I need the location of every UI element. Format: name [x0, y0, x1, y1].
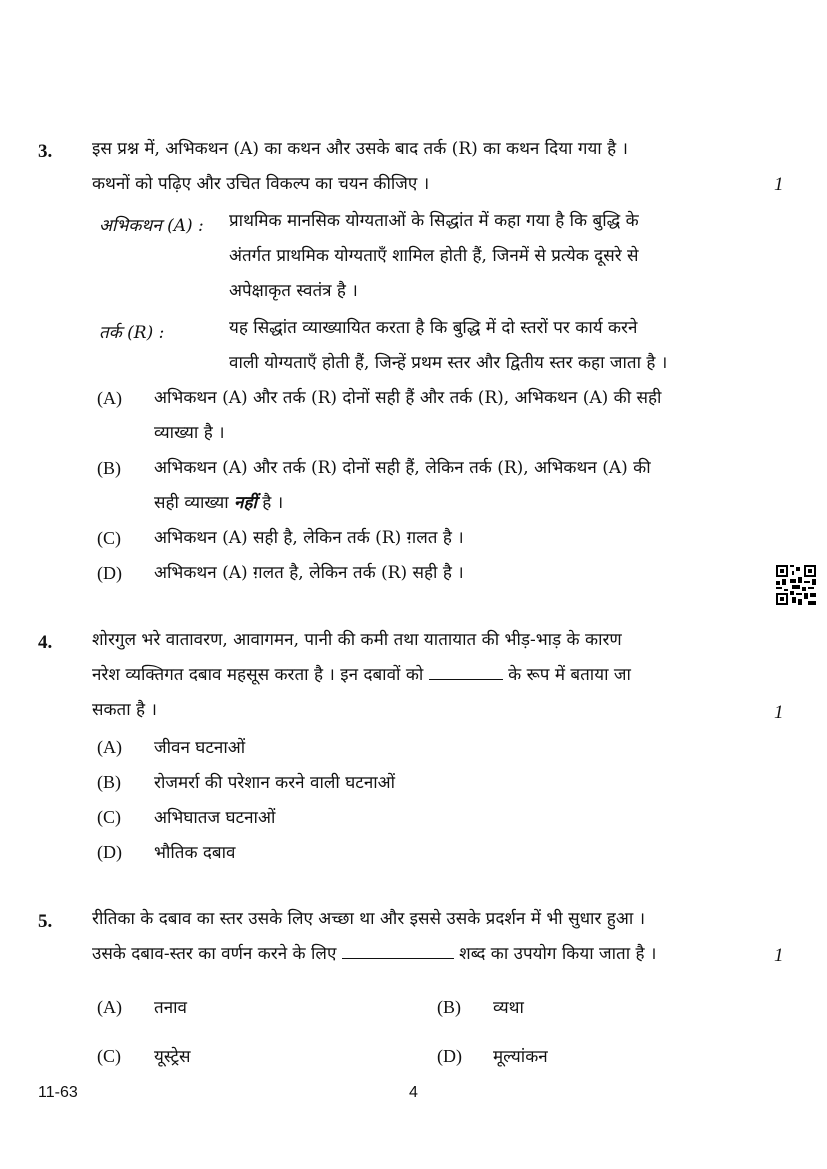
q3-option-c-text: अभिकथन (A) सही है, लेकिन तर्क (R) ग़लत है । [154, 528, 464, 548]
q3-option-b-line-2-post: है । [256, 493, 284, 513]
qr-code-icon [776, 565, 816, 605]
q3-marks: 1 [774, 174, 784, 195]
q5-option-a-label: (A) [97, 997, 122, 1017]
q5-option-b-text: व्यथा [493, 998, 524, 1018]
q3-intro-line-2: कथनों को पढ़िए और उचित विकल्प का चयन कीजिए । [92, 174, 430, 194]
q4-option-c-text: अभिघातज घटनाओं [154, 808, 276, 828]
q5-line-2-post: शब्द का उपयोग किया जाता है । [459, 944, 657, 964]
q5-option-a-text: तनाव [154, 998, 187, 1018]
assertion-label: अभिकथन (A) : [99, 216, 204, 236]
paper-code: 11-63 [38, 1084, 78, 1101]
assertion-line-2: अंतर्गत प्राथमिक योग्यताएँ शामिल होती हैं, जिनमें से प्रत्येक दूसरे से [229, 246, 639, 266]
q4-line-1: शोरगुल भरे वातावरण, आवागमन, पानी की कमी तथा यातायात की भीड़-भाड़ के कारण [92, 630, 622, 650]
q5-blank [342, 940, 454, 959]
q4-option-b-text: रोजमर्रा की परेशान करने वाली घटनाओं [154, 773, 396, 793]
q5-line-1: रीतिका के दबाव का स्तर उसके लिए अच्छा था और इससे उसके प्रदर्शन में भी सुधार हुआ । [92, 909, 646, 929]
q4-option-b-label: (B) [97, 772, 121, 792]
q3-option-d-label: (D) [97, 563, 122, 583]
q4-line-2-pre: नरेश व्यक्तिगत दबाव महसूस करता है । इन दबावों को [92, 665, 424, 685]
q3-option-b-line-2-pre: सही व्याख्या [154, 493, 235, 513]
q5-option-c-text: यूस्ट्रेस [154, 1047, 191, 1067]
q3-intro-line-1: इस प्रश्न में, अभिकथन (A) का कथन और उसके बाद तर्क (R) का कथन दिया गया है । [92, 139, 628, 159]
q3-option-b-label: (B) [97, 458, 121, 478]
q4-marks: 1 [774, 702, 784, 723]
q3-option-b-emphasis: नहीं [234, 493, 257, 513]
q4-option-a-label: (A) [97, 737, 122, 757]
q5-line-2-pre: उसके दबाव-स्तर का वर्णन करने के लिए [92, 944, 337, 964]
assertion-line-1: प्राथमिक मानसिक योग्यताओं के सिद्धांत में कहा गया है कि बुद्धि के [229, 211, 639, 231]
q3-option-b-line-1: अभिकथन (A) और तर्क (R) दोनों सही हैं, लेकिन तर्क (R), अभिकथन (A) की [154, 458, 651, 478]
reason-line-2: वाली योग्यताएँ होती हैं, जिन्हें प्रथम स्तर और द्वितीय स्तर कहा जाता है । [229, 353, 668, 373]
q3-number: 3. [38, 141, 53, 162]
q5-number: 5. [38, 911, 53, 932]
q4-option-d-label: (D) [97, 842, 122, 862]
q3-option-d-text: अभिकथन (A) ग़लत है, लेकिन तर्क (R) सही है । [154, 563, 464, 583]
q5-option-c-label: (C) [97, 1046, 121, 1066]
q4-option-d-text: भौतिक दबाव [154, 843, 236, 863]
q5-marks: 1 [774, 945, 784, 966]
q4-option-c-label: (C) [97, 807, 121, 827]
reason-label: तर्क (R) : [99, 323, 165, 343]
page-number: 4 [409, 1084, 418, 1101]
q4-line-2 [92, 658, 631, 692]
q5-option-d-text: मूल्यांकन [493, 1047, 548, 1067]
q4-option-a-text: जीवन घटनाओं [154, 738, 246, 758]
q3-option-b-line-2 [154, 486, 283, 520]
q5-option-d-label: (D) [437, 1046, 462, 1066]
q3-option-c-label: (C) [97, 528, 121, 548]
q4-blank [429, 661, 503, 680]
q4-line-2-post: के रूप में बताया जा [508, 665, 631, 685]
q3-option-a-line-1: अभिकथन (A) और तर्क (R) दोनों सही हैं और तर्क (R), अभिकथन (A) की सही [154, 388, 662, 408]
q4-number: 4. [38, 632, 53, 653]
assertion-line-3: अपेक्षाकृत स्वतंत्र है । [229, 281, 358, 301]
reason-line-1: यह सिद्धांत व्याख्यायित करता है कि बुद्धि में दो स्तरों पर कार्य करने [229, 318, 638, 338]
q4-line-3: सकता है । [92, 700, 157, 720]
q5-line-2 [92, 937, 656, 971]
q3-option-a-line-2: व्याख्या है । [154, 423, 225, 443]
q5-option-b-label: (B) [437, 997, 461, 1017]
q3-option-a-label: (A) [97, 388, 122, 408]
